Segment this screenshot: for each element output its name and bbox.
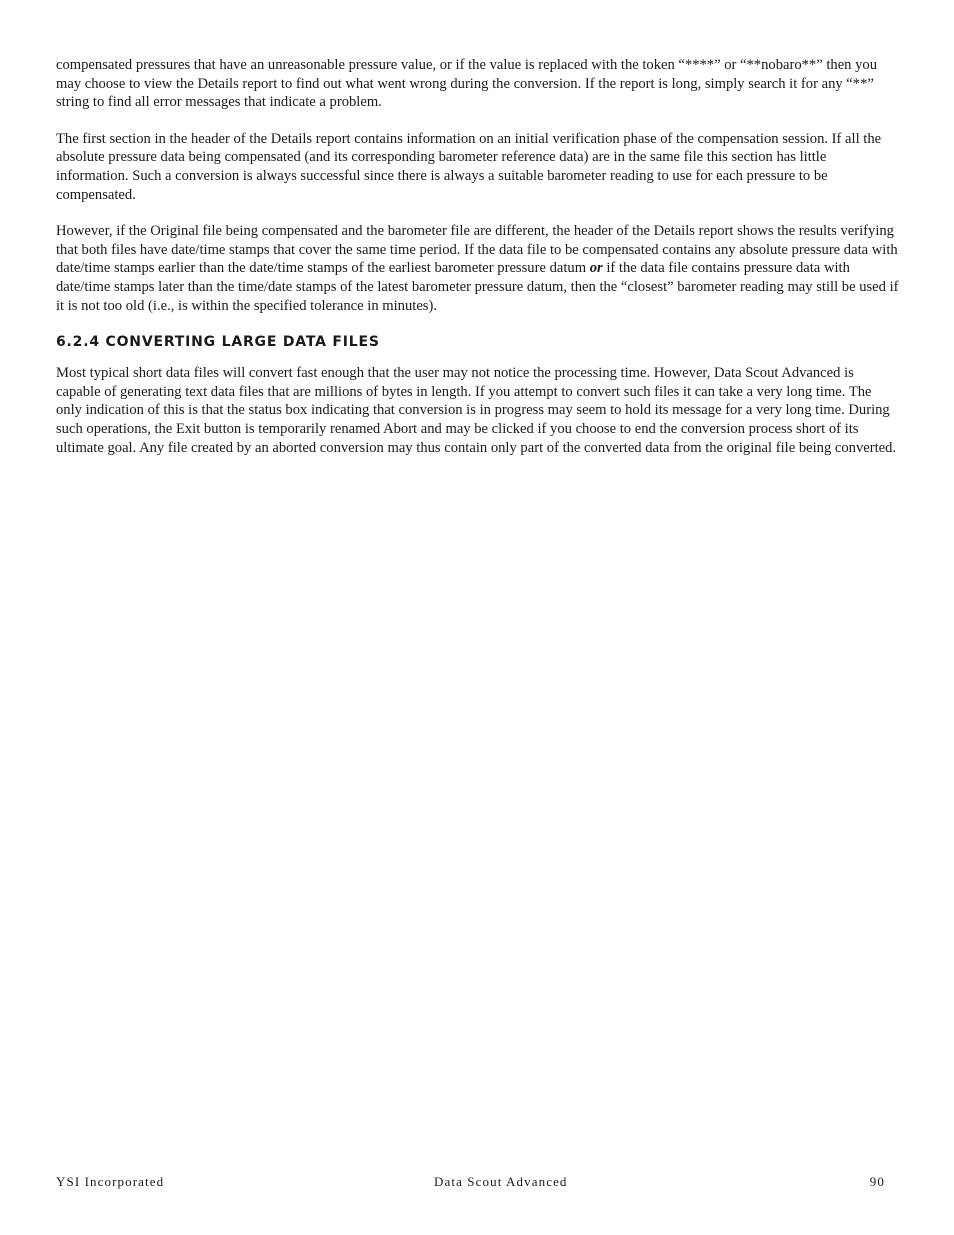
- emphasis-or: or: [589, 260, 603, 277]
- page-footer: [56, 1174, 885, 1192]
- section-heading: 6.2.4 CONVERTING LARGE DATA FILES: [56, 334, 380, 351]
- paragraph-details-report-intro: compensated pressures that have an unreasonable pressure value, or if the value is replaced with the token “****” or “**nobaro**” then you may choose to view the Details report to find out what went wrong during the conversion. If the report is long, simply search it for any “**” string to find all error messages that indicate a problem.: [56, 57, 878, 111]
- footer-page-number: 90: [869, 1174, 885, 1189]
- footer-product: Data Scout Advanced: [434, 1174, 568, 1189]
- paragraph-header-first-section: The first section in the header of the Details report contains information on an initial verification phase of the compensation session. If all the absolute pressure data being compensated (and its corresponding barometer reference data) are in the same file this section has little information. Such a conversion is always successful since there is always a suitable barometer reading to use for each pressure to be compensated.: [56, 130, 882, 203]
- paragraph-text: if the data file contains pressure data with date/time stamps later than the time/date stamps of the latest barometer pressure datum, then the “closest” barometer reading may still be used if it is not too old (i.e., is within the specified tolerance in minutes).: [56, 260, 899, 314]
- page-content: [56, 56, 899, 475]
- footer-company: YSI Incorporated: [56, 1174, 165, 1189]
- paragraph-text: However, if the Original file being compensated and the barometer file are different, the header of the Details report shows the results verifying that both files have date/time stamps that cover the same time period. If the data file to be compensated contains any absolute pressure data with date/time stamps earlier than the date/time stamps of the earliest barometer pressure datum: [56, 223, 898, 277]
- paragraph-large-files: Most typical short data files will convert fast enough that the user may not notice the processing time. However, Data Scout Advanced is capable of generating text data files that are millions of bytes in length. If you attempt to convert such files it can take a very long time. The only indication of this is that the status box indicating that conversion is in progress may seem to hold its message for a very long time. During such operations, the Exit button is temporarily renamed Abort and may be clicked if you choose to end the conversion process short of its ultimate goal. Any file created by an aborted conversion may thus contain only part of the converted data from the original file being converted.: [56, 365, 897, 456]
- paragraph-different-barometer-file: [56, 222, 899, 315]
